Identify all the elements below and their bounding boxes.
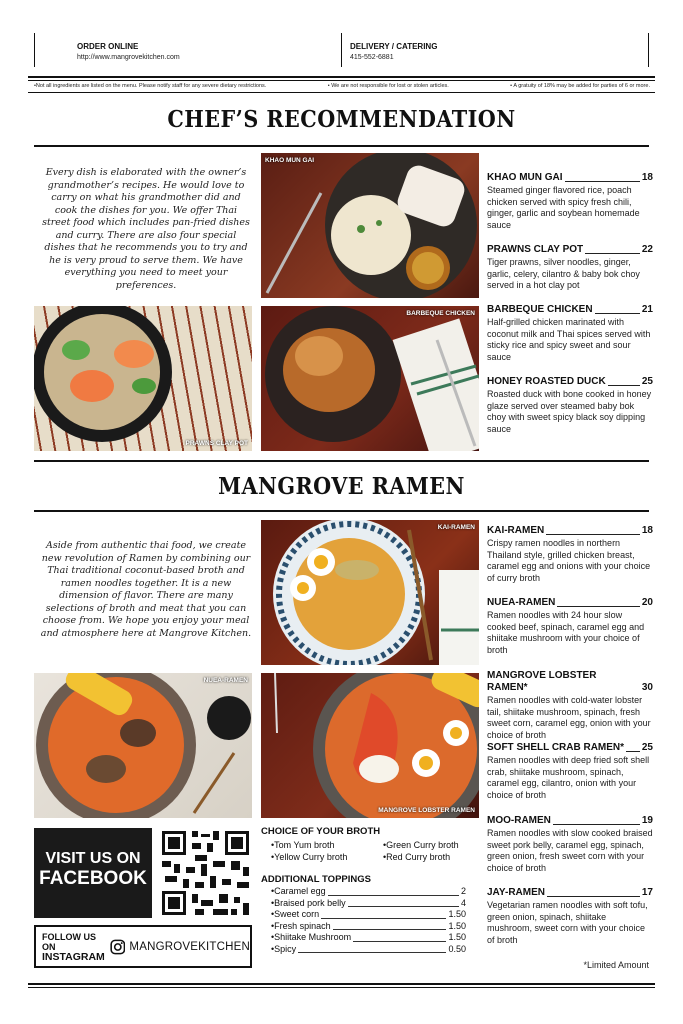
menu-item-nuea-ramen — [487, 597, 653, 656]
topping-name: •Braised pork belly — [271, 897, 346, 908]
notice-bar — [34, 83, 650, 89]
menu-item-kai-ramen — [487, 525, 653, 584]
mangrove-ramen-title: MANGROVE RAMEN — [218, 473, 465, 500]
chef-recommendation-title: CHEF’S RECOMMENDATION — [167, 106, 516, 133]
item-price: 18 — [641, 525, 653, 536]
broth-option: •Green Curry broth — [383, 840, 459, 850]
menu-item-barbeque-chicken — [487, 304, 653, 363]
photo-tag-kai-ramen: KAI-RAMEN — [437, 524, 475, 531]
order-online-url[interactable]: http://www.mangrovekitchen.com — [77, 54, 180, 61]
item-description: Steamed ginger flavored rice, poach chicken served with spicy fresh chili, ginger, garlic and soybean homemade sauce — [487, 185, 640, 230]
photo-tag-nuea-ramen: NUEA-RAMEN — [203, 677, 248, 684]
topping-row — [271, 932, 466, 944]
qr-code-icon[interactable] — [159, 828, 252, 918]
topping-row — [271, 909, 466, 921]
broth-option: •Tom Yum broth — [271, 840, 335, 850]
item-name: KAI-RAMEN — [487, 525, 545, 536]
delivery-label: DELIVERY / CATERING — [350, 42, 438, 51]
limited-amount-note: *Limited Amount — [583, 960, 649, 970]
topping-name: •Spicy — [271, 943, 297, 954]
delivery-phone[interactable]: 415-552-6881 — [350, 54, 394, 61]
item-name: KHAO MUN GAI — [487, 172, 563, 183]
topping-name: •Caramel egg — [271, 886, 326, 896]
barbeque-chicken-photo — [261, 306, 479, 451]
item-name: HONEY ROASTED DUCK — [487, 376, 606, 387]
broth-option: •Yellow Curry broth — [271, 852, 348, 862]
order-online — [77, 42, 180, 61]
instagram-follow-line2: INSTAGRAM — [42, 950, 105, 963]
topping-price: 1.50 — [448, 920, 466, 931]
facebook-line2: FACEBOOK — [39, 868, 147, 889]
topping-price: 1.50 — [448, 932, 466, 942]
topping-price: 0.50 — [448, 943, 466, 954]
chef-intro: Every dish is elaborated with the owner’s grandmother’s recipes. He would love to carry on what his grandmother did and cook the dishes for you. We offer Thai street food which includes pan-fried dishes and curry. There are also four special dishes that he recommends you to try and he is very proud to serve them. We have everything you need to meet your preferences. — [42, 167, 250, 291]
ramen-intro: Aside from authentic thai food, we create new revolution of Ramen by combining our Thai traditional coconut-based broth and ramen noodles together. It is a new dimension of flavor. There are many selections of broth and meat that you can choose from. We hope you enjoy your meal and atmosphere here at Mangrove Kitchen. — [40, 540, 252, 639]
topping-name: •Fresh spinach — [271, 920, 331, 931]
nuea-ramen-photo — [34, 673, 252, 818]
mangrove-lobster-ramen-photo — [261, 673, 479, 818]
menu-item-honey-roasted-duck — [487, 376, 653, 435]
item-price: 19 — [641, 815, 653, 826]
kai-ramen-photo — [261, 520, 479, 665]
item-description: Ramen noodles with 24 hour slow cooked beef, spinach, caramel egg and shiitake mushroom with your choice of broth — [487, 610, 645, 655]
topping-row — [271, 898, 466, 910]
menu-item-jay-ramen — [487, 887, 653, 946]
topping-row — [271, 921, 466, 933]
topping-row — [271, 886, 466, 898]
item-price: 30 — [641, 682, 653, 693]
item-price: 18 — [641, 172, 653, 183]
photo-tag-khao-mun-gai: KHAO MUN GAI — [265, 157, 315, 164]
menu-item-soft-shell-crab-ramen — [487, 742, 653, 801]
item-description: Vegetarian ramen noodles with soft tofu, green onion, spinach, shiitake mushroom, sweet corn with your choice of broth — [487, 900, 648, 945]
item-price: 25 — [641, 742, 653, 753]
item-name: BARBEQUE CHICKEN — [487, 304, 593, 315]
order-online-label: ORDER ONLINE — [77, 42, 139, 51]
photo-tag-prawns-clay-pot: PRAWNS CLAY POT — [185, 440, 248, 447]
photo-tag-mangrove-lobster-ramen: MANGROVE LOBSTER RAMEN — [378, 807, 475, 814]
item-price: 22 — [641, 244, 653, 255]
item-description: Tiger prawns, silver noodles, ginger, garlic, celery, cilantro & baby bok choy served in a hot clay pot — [487, 257, 640, 290]
item-name: JAY-RAMEN — [487, 887, 545, 898]
notice-lost-articles: • We are not responsible for lost or stolen articles. — [327, 83, 449, 89]
item-description: Crispy ramen noodles in northern Thailand style, grilled chicken breast, caramel egg and onions with your choice of curry broth — [487, 538, 651, 583]
notice-gratuity: • A gratuity of 18% may be added for parties of 6 or more. — [510, 83, 650, 89]
topping-price: 2 — [460, 886, 466, 896]
item-name: NUEA-RAMEN — [487, 597, 556, 608]
toppings-title: ADDITIONAL TOPPINGS — [261, 874, 371, 885]
menu-item-prawns-clay-pot — [487, 244, 653, 292]
khao-mun-gai-photo — [261, 153, 479, 298]
instagram-banner[interactable] — [34, 925, 252, 968]
topping-row — [271, 944, 466, 956]
broth-title: CHOICE OF YOUR BROTH — [261, 826, 381, 837]
item-name: SOFT SHELL CRAB RAMEN* — [487, 742, 625, 753]
facebook-banner[interactable] — [34, 828, 152, 918]
topping-price: 1.50 — [448, 909, 466, 919]
broth-option: •Red Curry broth — [383, 852, 451, 862]
item-description: Roasted duck with bone cooked in honey glaze served over steamed baby bok choy with sweet spicy black soy dipping sauce — [487, 389, 652, 434]
instagram-follow — [42, 932, 105, 962]
topping-price: 4 — [460, 897, 466, 908]
item-price: 21 — [641, 304, 653, 315]
broth-section — [261, 826, 479, 863]
instagram-handle: MANGROVEKITCHEN — [129, 940, 250, 953]
item-price: 20 — [641, 597, 653, 608]
menu-item-moo-ramen — [487, 815, 653, 874]
instagram-icon — [110, 937, 126, 957]
item-name: PRAWNS CLAY POT — [487, 244, 584, 255]
menu-item-mangrove-lobster-ramen — [487, 670, 653, 741]
toppings-section — [261, 874, 466, 955]
topping-name: •Sweet corn — [271, 909, 320, 919]
item-description: Ramen noodles with cold-water lobster tail, shiitake mushroom, spinach, fresh sweet corn, caramel egg, onion with your choice of broth — [487, 695, 651, 740]
item-name: MOO-RAMEN — [487, 815, 551, 826]
item-description: Ramen noodles with slow cooked braised sweet pork belly, caramel egg, spinach, green onion, fresh sweet corn with your choice of broth — [487, 828, 653, 873]
item-description: Half-grilled chicken marinated with coconut milk and Thai spices served with sticky rice and spicy sweet and sour sauce — [487, 317, 651, 362]
facebook-line1: VISIT US ON — [45, 850, 141, 867]
item-name: MANGROVE LOBSTER RAMEN* — [487, 670, 597, 693]
notice-ingredients: •Not all ingredients are listed on the menu. Please notify staff for any severe dietary restrictions. — [34, 83, 267, 89]
item-price: 25 — [641, 376, 653, 387]
topping-name: •Shiitake Mushroom — [271, 932, 352, 942]
menu-item-khao-mun-gai — [487, 172, 653, 231]
prawns-clay-pot-photo — [34, 306, 252, 451]
item-description: Ramen noodles with deep fried soft shell crab, shiitake mushroom, spinach, caramel egg, cilantro, onion with your choice of broth — [487, 755, 650, 800]
delivery-catering — [350, 42, 437, 61]
item-price: 17 — [641, 887, 653, 898]
photo-tag-barbeque-chicken: BARBEQUE CHICKEN — [406, 310, 475, 317]
instagram-follow-line1: FOLLOW US ON — [42, 931, 96, 952]
